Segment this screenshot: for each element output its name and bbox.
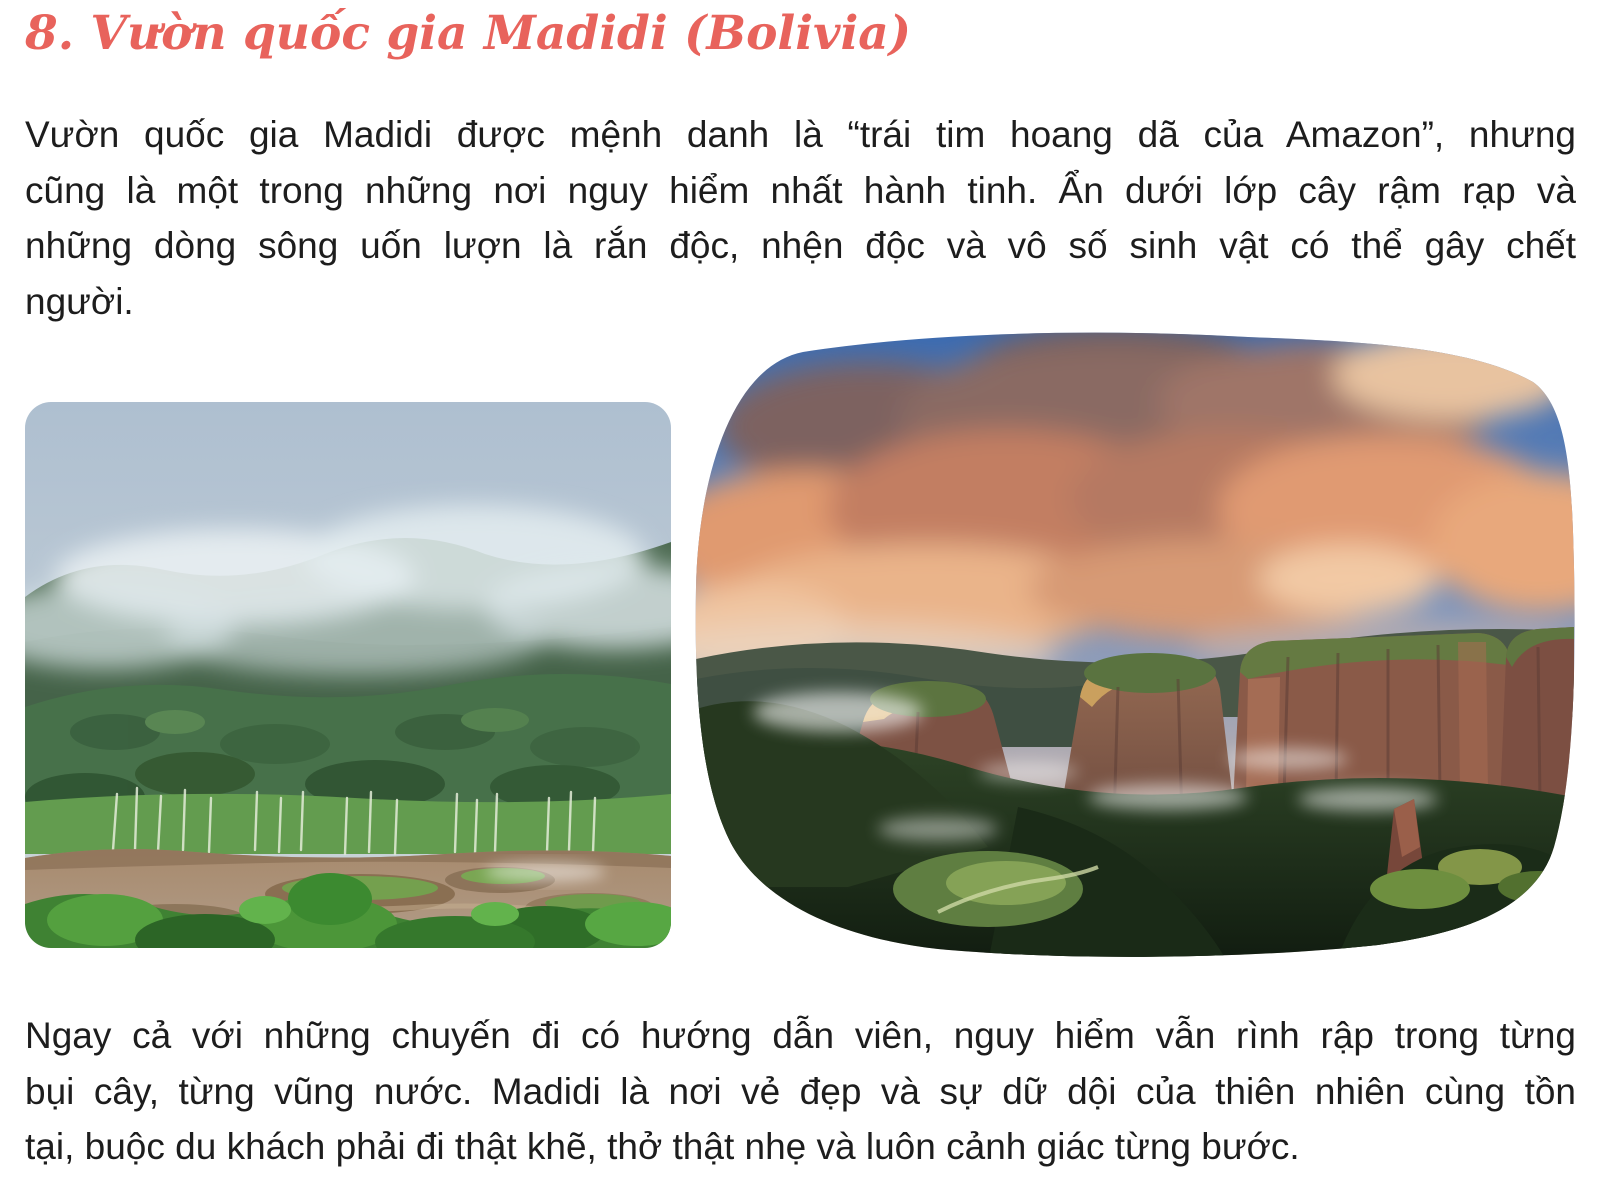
text-line: người. xyxy=(25,280,134,322)
madidi-canyon-sunset-photo xyxy=(688,327,1578,963)
canyon-sunset-illustration xyxy=(688,327,1578,963)
text-line: những dòng sông uốn lượn là rắn độc, nhện độc và vô số sinh vật có thể gây chết xyxy=(25,225,1576,266)
text-line: tại, buộc du khách phải đi thật khẽ, thở thật nhẹ và luôn cảnh giác từng bước. xyxy=(25,1126,1300,1167)
intro-paragraph xyxy=(25,107,1576,329)
closing-paragraph xyxy=(25,1008,1576,1175)
article-title: 8. Vườn quốc gia Madidi (Bolivia) xyxy=(25,6,912,61)
text-line: bụi cây, từng vũng nước. Madidi là nơi vẻ đẹp và sự dữ dội của thiên nhiên cùng tồn xyxy=(25,1070,1576,1112)
text-line: Vườn quốc gia Madidi được mệnh danh là “trái tim hoang dã của Amazon”, nhưng xyxy=(25,114,1576,155)
text-line: cũng là một trong những nơi nguy hiểm nhất hành tinh. Ẩn dưới lớp cây rậm rạp và xyxy=(25,169,1576,211)
text-line: Ngay cả với những chuyến đi có hướng dẫn viên, nguy hiểm vẫn rình rập trong từng xyxy=(25,1015,1576,1056)
rainforest-river-illustration xyxy=(25,402,671,948)
madidi-rainforest-river-photo xyxy=(25,402,671,948)
